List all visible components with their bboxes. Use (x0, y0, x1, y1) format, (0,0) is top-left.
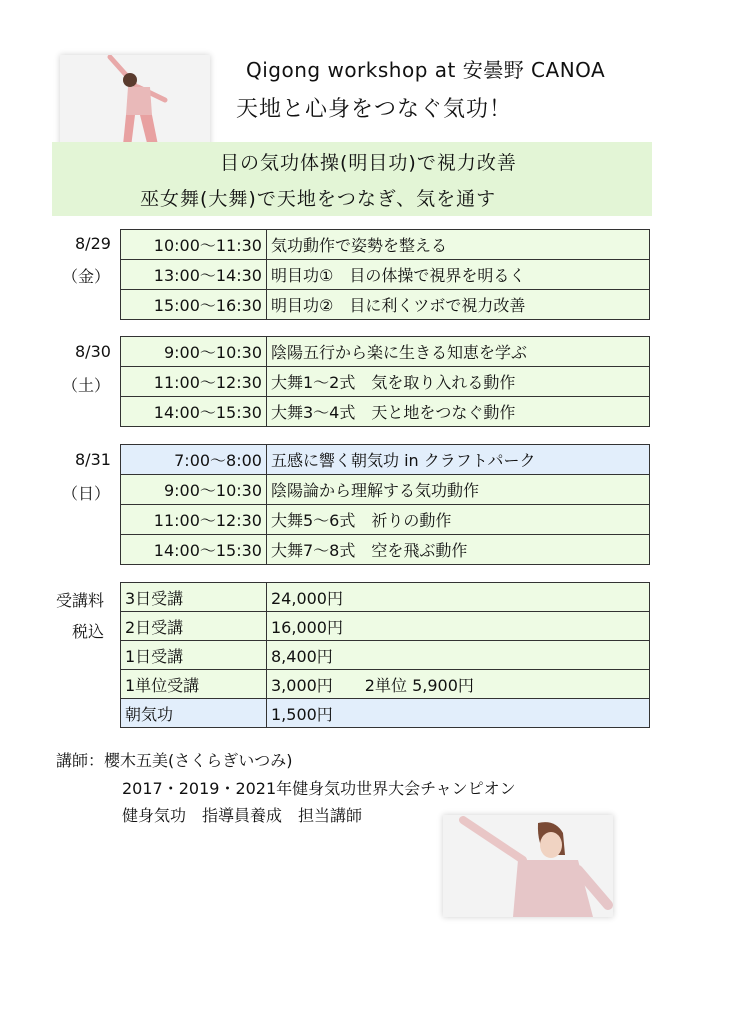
session-desc: 明目功① 目の体操で視界を明るく (267, 260, 650, 290)
instructor-photo-top (60, 55, 210, 155)
qigong-pose-image-bottom (443, 815, 613, 917)
instructor-name: 講師：櫻木五美(さくらぎいつみ) (56, 751, 293, 770)
session-desc: 大舞7～8式 空を飛ぶ動作 (267, 535, 650, 565)
table-row (121, 367, 650, 397)
day-2-date: 8/30 (75, 342, 111, 361)
day-1-date: 8/29 (75, 234, 111, 253)
session-desc: 明目功② 目に利くツボで視力改善 (267, 290, 650, 320)
banner-line-2: 巫女舞(大舞)で天地をつなぎ、気を通す (140, 188, 497, 210)
schedule-day-1 (120, 229, 650, 320)
table-row (121, 260, 650, 290)
schedule-day-3 (120, 444, 650, 565)
session-desc: 五感に響く朝気功 in クラフトパーク (267, 445, 650, 475)
fee-price: 8,400円 (267, 641, 650, 670)
session-time: 14:00～15:30 (121, 535, 267, 565)
fee-price: 24,000円 (267, 583, 650, 612)
fee-name: 3日受講 (121, 583, 267, 612)
title-english: Qigong workshop at 安曇野 CANOA (246, 58, 606, 82)
session-desc: 大舞5～6式 祈りの動作 (267, 505, 650, 535)
table-row (121, 397, 650, 427)
day-1-weekday: （金） (62, 267, 111, 286)
schedule-day-2 (120, 336, 650, 427)
session-desc: 気功動作で姿勢を整える (267, 230, 650, 260)
qigong-pose-image-top (60, 55, 210, 155)
table-row (121, 445, 650, 475)
table-row (121, 230, 650, 260)
table-row (121, 583, 650, 612)
banner (52, 142, 652, 216)
table-row (121, 290, 650, 320)
session-desc: 大舞1～2式 気を取り入れる動作 (267, 367, 650, 397)
session-time: 15:00～16:30 (121, 290, 267, 320)
instructor-photo-bottom (443, 815, 613, 917)
table-row (121, 337, 650, 367)
table-row (121, 535, 650, 565)
fee-price: 1,500円 (267, 699, 650, 728)
instructor-title-1: 2017・2019・2021年健身気功世界大会チャンピオン (122, 779, 516, 798)
session-time: 9:00～10:30 (121, 475, 267, 505)
table-row (121, 612, 650, 641)
session-time: 13:00～14:30 (121, 260, 267, 290)
fee-price: 3,000円 2単位 5,900円 (267, 670, 650, 699)
fee-price: 16,000円 (267, 612, 650, 641)
fee-name: 1日受講 (121, 641, 267, 670)
fee-table (120, 582, 650, 728)
table-row (121, 505, 650, 535)
day-3-date: 8/31 (75, 450, 111, 469)
session-desc: 大舞3～4式 天と地をつなぐ動作 (267, 397, 650, 427)
fee-name: 2日受講 (121, 612, 267, 641)
day-3-weekday: （日） (62, 484, 111, 503)
fee-tax-label: 税込 (72, 622, 105, 641)
table-row (121, 475, 650, 505)
table-row (121, 670, 650, 699)
table-row (121, 699, 650, 728)
session-time: 7:00～8:00 (121, 445, 267, 475)
fee-label: 受講料 (56, 591, 105, 610)
session-desc: 陰陽論から理解する気功動作 (267, 475, 650, 505)
fee-name: 1単位受講 (121, 670, 267, 699)
fee-name: 朝気功 (121, 699, 267, 728)
instructor-title-2: 健身気功 指導員養成 担当講師 (122, 806, 363, 825)
session-time: 11:00～12:30 (121, 367, 267, 397)
session-time: 9:00～10:30 (121, 337, 267, 367)
session-time: 14:00～15:30 (121, 397, 267, 427)
table-row (121, 641, 650, 670)
title-japanese: 天地と心身をつなぐ気功！ (236, 97, 513, 122)
session-time: 11:00～12:30 (121, 505, 267, 535)
banner-line-1: 目の気功体操(明目功)で視力改善 (220, 152, 517, 174)
session-desc: 陰陽五行から楽に生きる知恵を学ぶ (267, 337, 650, 367)
session-time: 10:00～11:30 (121, 230, 267, 260)
day-2-weekday: （土） (62, 376, 111, 395)
